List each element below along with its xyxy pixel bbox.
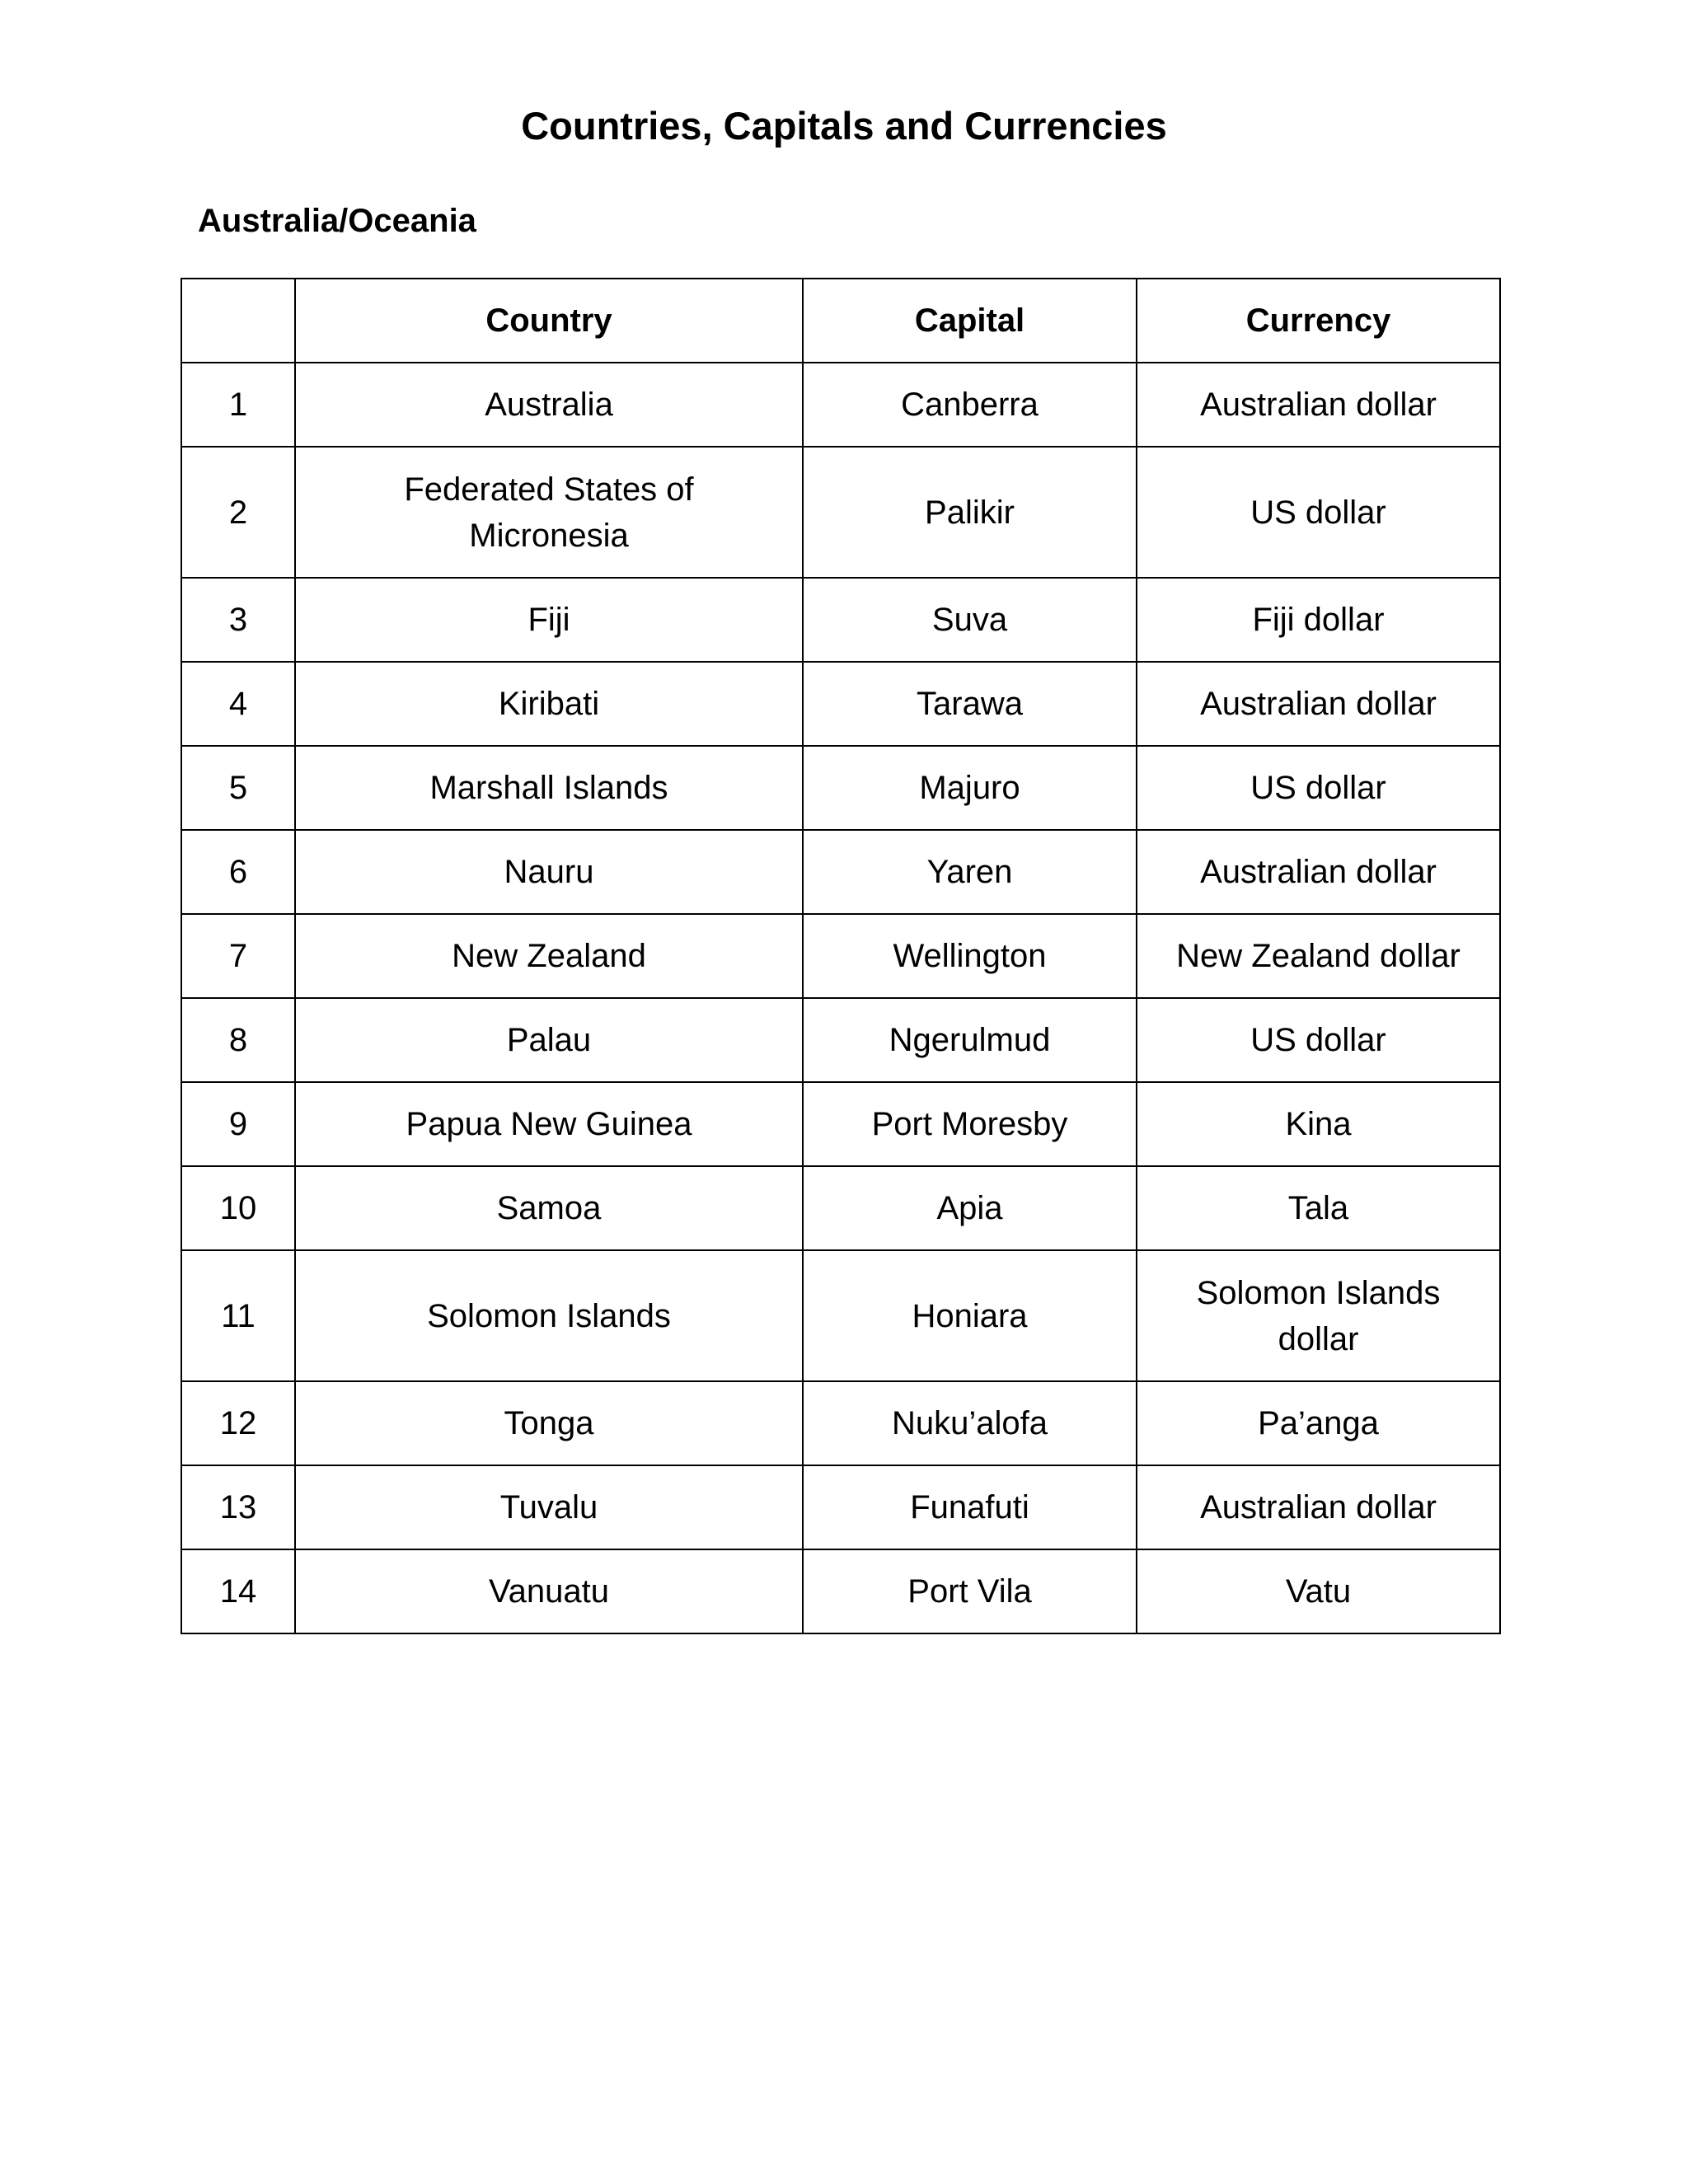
- table-row: [181, 447, 1500, 578]
- country-cell: New Zealand: [295, 914, 803, 998]
- capital-cell: Funafuti: [803, 1465, 1137, 1549]
- country-cell: Papua New Guinea: [295, 1082, 803, 1166]
- header-number: [181, 279, 295, 363]
- capital-cell: Ngerulmud: [803, 998, 1137, 1082]
- country-cell: Samoa: [295, 1166, 803, 1250]
- row-number: 8: [181, 998, 295, 1082]
- row-number: 5: [181, 746, 295, 830]
- country-cell: Marshall Islands: [295, 746, 803, 830]
- currency-cell: Australian dollar: [1137, 1465, 1500, 1549]
- currency-cell: US dollar: [1137, 998, 1500, 1082]
- header-currency: Currency: [1137, 279, 1500, 363]
- table-row: [181, 998, 1500, 1082]
- page-title: Countries, Capitals and Currencies: [521, 104, 1167, 148]
- capital-cell: Wellington: [803, 914, 1137, 998]
- capital-cell: Suva: [803, 578, 1137, 662]
- currency-cell: [1137, 1250, 1500, 1381]
- table-row: [181, 662, 1500, 746]
- header-capital: Capital: [803, 279, 1137, 363]
- table-header-row: [181, 279, 1500, 363]
- table-row: [181, 746, 1500, 830]
- table-row: [181, 1082, 1500, 1166]
- country-cell: Tuvalu: [295, 1465, 803, 1549]
- row-number: 14: [181, 1549, 295, 1633]
- table-row: [181, 914, 1500, 998]
- capital-cell: Majuro: [803, 746, 1137, 830]
- country-cell: Australia: [295, 363, 803, 447]
- currency-text: Solomon Islands dollar: [1196, 1274, 1441, 1357]
- row-number: 11: [181, 1250, 295, 1381]
- currency-cell: Pa’anga: [1137, 1381, 1500, 1465]
- currency-cell: US dollar: [1137, 746, 1500, 830]
- table-row: [181, 363, 1500, 447]
- capital-cell: Palikir: [803, 447, 1137, 578]
- currency-cell: US dollar: [1137, 447, 1500, 578]
- section-heading: Australia/Oceania: [198, 203, 476, 239]
- row-number: 4: [181, 662, 295, 746]
- country-cell: Vanuatu: [295, 1549, 803, 1633]
- capital-cell: Apia: [803, 1166, 1137, 1250]
- table-row: [181, 1465, 1500, 1549]
- row-number: 1: [181, 363, 295, 447]
- capital-cell: Tarawa: [803, 662, 1137, 746]
- table-row: [181, 578, 1500, 662]
- currency-cell: Fiji dollar: [1137, 578, 1500, 662]
- country-cell: Nauru: [295, 830, 803, 914]
- row-number: 9: [181, 1082, 295, 1166]
- countries-table: [181, 278, 1501, 1634]
- row-number: 10: [181, 1166, 295, 1250]
- country-cell: Solomon Islands: [295, 1250, 803, 1381]
- currency-cell: Kina: [1137, 1082, 1500, 1166]
- currency-cell: Tala: [1137, 1166, 1500, 1250]
- capital-cell: Port Moresby: [803, 1082, 1137, 1166]
- country-cell: [295, 447, 803, 578]
- currency-cell: Vatu: [1137, 1549, 1500, 1633]
- country-cell: Fiji: [295, 578, 803, 662]
- row-number: 7: [181, 914, 295, 998]
- table-row: [181, 1166, 1500, 1250]
- country-cell: Tonga: [295, 1381, 803, 1465]
- table-row: [181, 1549, 1500, 1633]
- row-number: 6: [181, 830, 295, 914]
- currency-cell: Australian dollar: [1137, 830, 1500, 914]
- row-number: 2: [181, 447, 295, 578]
- currency-cell: Australian dollar: [1137, 662, 1500, 746]
- table-row: [181, 830, 1500, 914]
- country-cell: Kiribati: [295, 662, 803, 746]
- capital-cell: Yaren: [803, 830, 1137, 914]
- country-cell: Palau: [295, 998, 803, 1082]
- capital-cell: Honiara: [803, 1250, 1137, 1381]
- row-number: 12: [181, 1381, 295, 1465]
- currency-cell: Australian dollar: [1137, 363, 1500, 447]
- row-number: 3: [181, 578, 295, 662]
- capital-cell: Port Vila: [803, 1549, 1137, 1633]
- header-country: Country: [295, 279, 803, 363]
- capital-cell: Canberra: [803, 363, 1137, 447]
- row-number: 13: [181, 1465, 295, 1549]
- table-row: [181, 1250, 1500, 1381]
- capital-cell: Nuku’alofa: [803, 1381, 1137, 1465]
- country-text: Federated States of Micronesia: [404, 471, 694, 554]
- table-row: [181, 1381, 1500, 1465]
- currency-cell: New Zealand dollar: [1137, 914, 1500, 998]
